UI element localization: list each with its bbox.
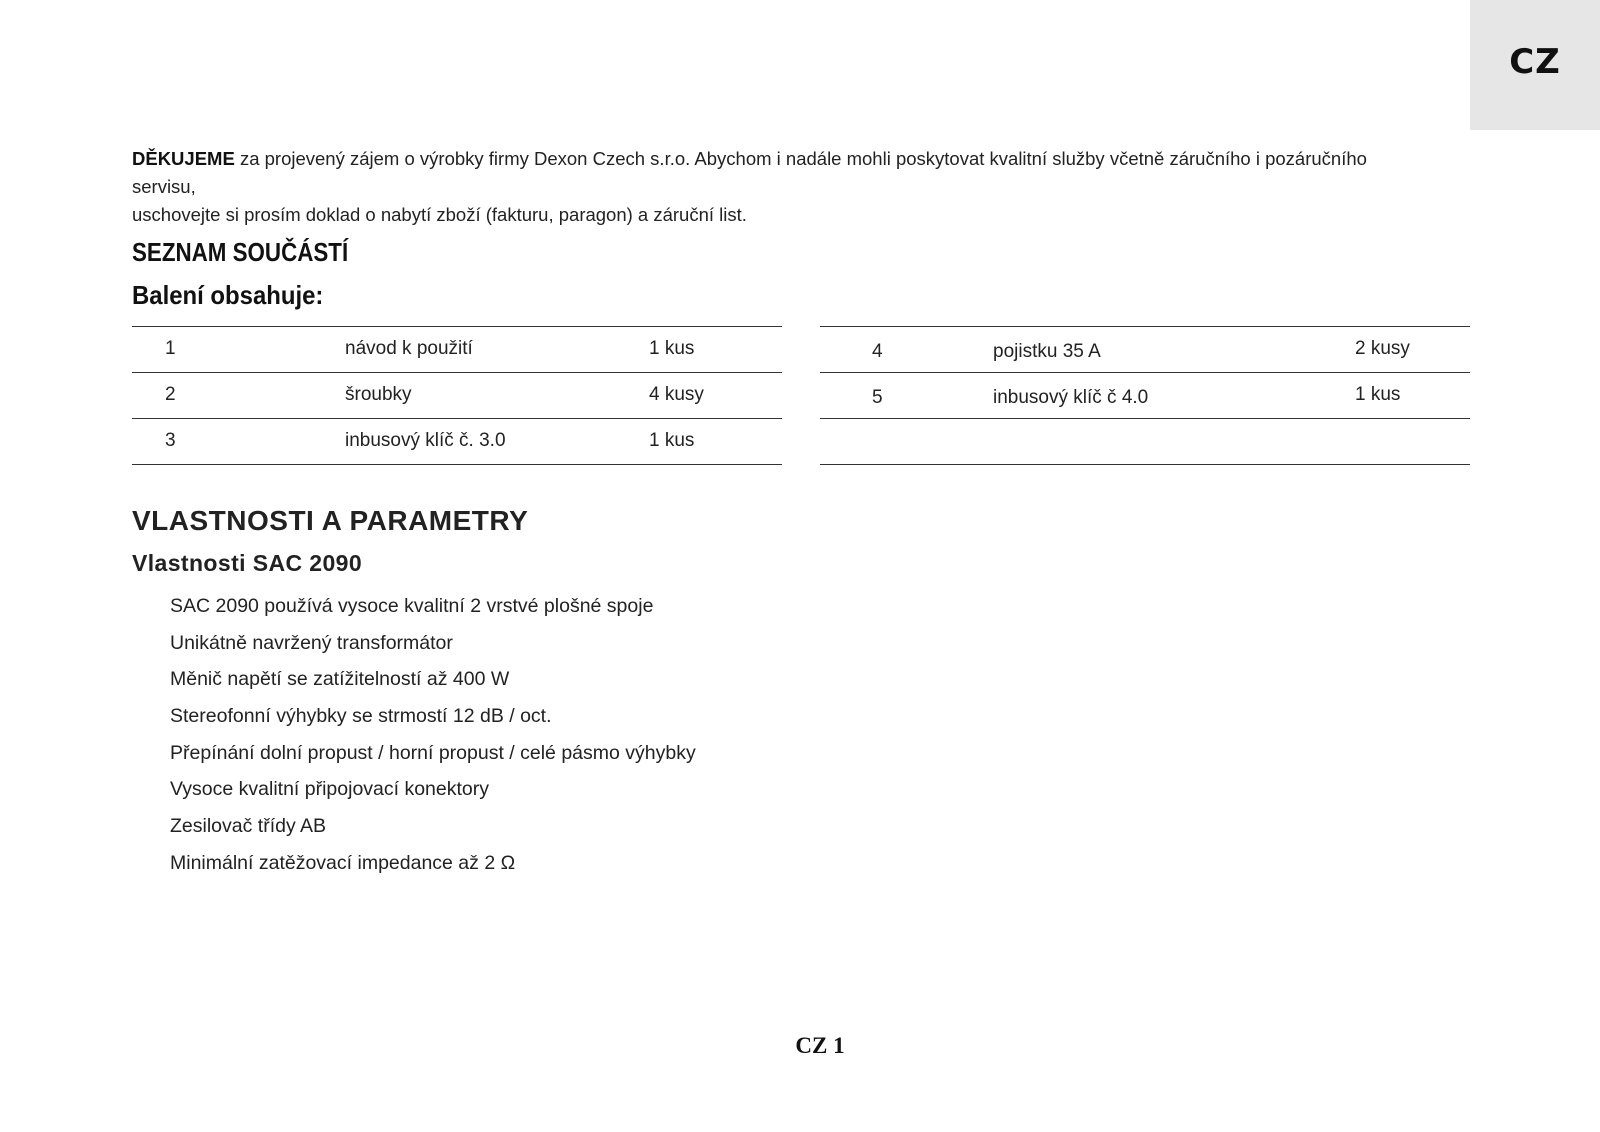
table-row — [132, 327, 782, 373]
item-quantity: 4 kusy — [649, 384, 704, 405]
list-item: Zesilovač třídy AB — [170, 815, 327, 838]
package-table-right — [820, 326, 1470, 465]
item-number: 5 — [872, 387, 883, 408]
intro-line-1: za projevený zájem o výrobky firmy Dexon Czech s.r.o. Abychom i nadále mohli poskytovat kvalitní služby včetně záručního i pozáručního servisu, — [132, 148, 1367, 197]
parts-heading: SEZNAM SOUČÁSTÍ — [132, 237, 349, 267]
item-name: inbusový klíč č 4.0 — [993, 387, 1149, 408]
feature-list — [170, 592, 696, 886]
intro-lead: DĚKUJEME — [132, 148, 235, 169]
item-number: 1 — [165, 338, 176, 359]
features-heading: Vlastnosti SAC 2090 — [132, 550, 363, 576]
list-item: SAC 2090 používá vysoce kvalitní 2 vrstvé plošné spoje — [170, 595, 654, 617]
list-item: Minimální zatěžovací impedance až 2 Ω — [170, 851, 516, 874]
intro-paragraph — [132, 145, 1432, 229]
package-table-left — [132, 326, 782, 465]
package-heading: Balení obsahuje: — [132, 280, 324, 310]
item-quantity: 2 kusy — [1355, 338, 1410, 359]
table-row — [820, 373, 1470, 419]
item-name: šroubky — [345, 384, 412, 405]
item-number: 2 — [165, 384, 176, 405]
item-name: inbusový klíč č. 3.0 — [345, 430, 506, 451]
page-number: CZ 1 — [795, 1033, 845, 1058]
list-item: Vysoce kvalitní připojovací konektory — [170, 778, 490, 801]
table-row — [132, 419, 782, 465]
item-quantity: 1 kus — [1355, 384, 1401, 405]
table-row — [820, 419, 1470, 465]
item-quantity: 1 kus — [649, 338, 695, 359]
list-item: Měnič napětí se zatížitelností až 400 W — [170, 668, 510, 691]
intro-line-2: uschovejte si prosím doklad o nabytí zboží (fakturu, paragon) a záruční list. — [132, 204, 747, 225]
item-name: návod k použití — [345, 338, 473, 359]
item-name: pojistku 35 A — [993, 341, 1101, 362]
table-row — [820, 327, 1470, 373]
properties-heading: VLASTNOSTI A PARAMETRY — [132, 505, 529, 536]
table-row — [132, 373, 782, 419]
list-item: Unikátně navržený transformátor — [170, 631, 453, 654]
item-number: 3 — [165, 430, 176, 451]
list-item: Stereofonní výhybky se strmostí 12 dB / oct. — [170, 705, 552, 728]
language-tab — [1470, 0, 1600, 130]
item-quantity: 1 kus — [649, 430, 695, 451]
language-tab-label: CZ — [1509, 42, 1561, 82]
list-item: Přepínání dolní propust / horní propust / celé pásmo výhybky — [170, 741, 696, 764]
item-number: 4 — [872, 341, 883, 362]
